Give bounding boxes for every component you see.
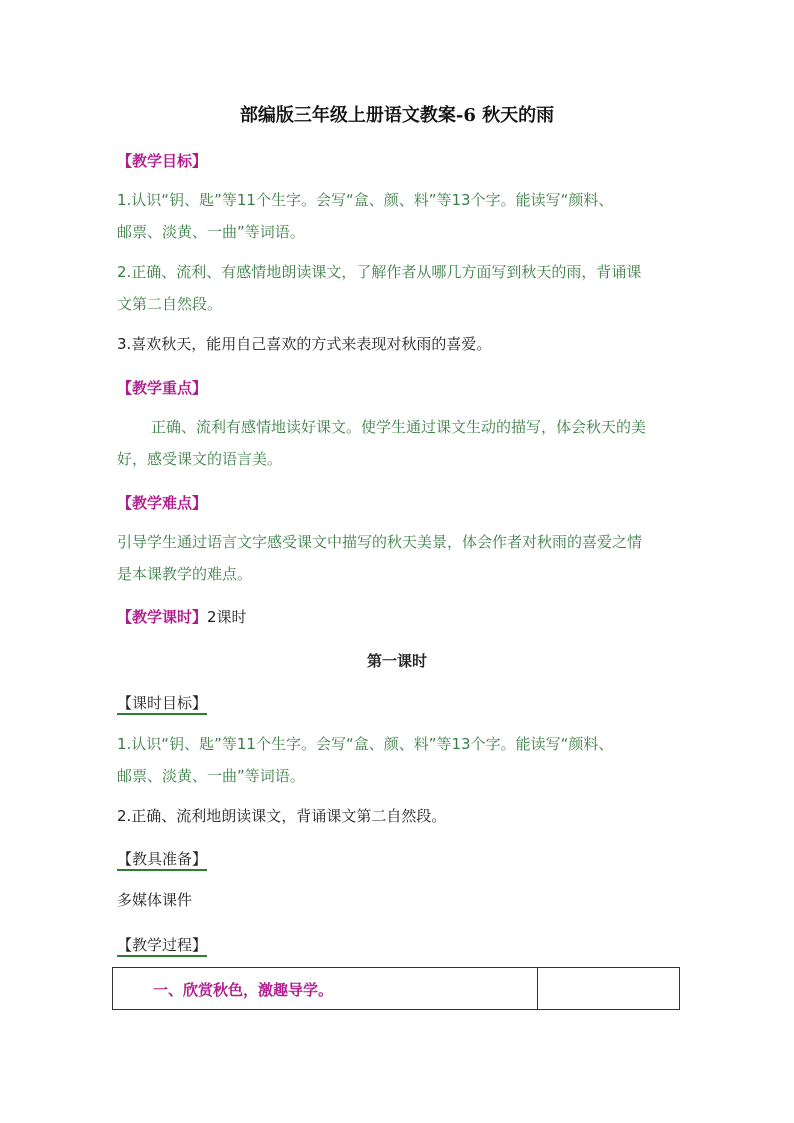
lesson-target-item-1-line-a: 1.认识“钥、匙”等11个生字。会写“盒、颜、料”等13个字。能读写“颜料、	[117, 735, 614, 753]
difficulty-content-line-b: 是本课教学的难点。	[117, 565, 253, 583]
process-heading	[117, 934, 207, 955]
goal-item-2	[117, 256, 687, 320]
difficulty-heading: 【教学难点】	[117, 494, 208, 512]
goal-item-3: 3.喜欢秋天，能用自己喜欢的方式来表现对秋雨的喜爱。	[117, 335, 492, 353]
lesson-target-item-2: 2.正确、流利地朗读课文，背诵课文第二自然段。	[117, 807, 447, 825]
goal-heading: 【教学目标】	[117, 152, 208, 170]
hours-heading: 【教学课时】	[117, 608, 208, 626]
page-title: 部编版三年级上册语文教案-6 秋天的雨	[239, 105, 555, 126]
prep-value: 多媒体课件	[117, 891, 193, 909]
key-content	[117, 411, 687, 475]
lesson-target-item-1	[117, 728, 687, 792]
prep-heading	[117, 848, 207, 869]
prep-heading-text: 【教具准备】	[117, 850, 207, 871]
lesson-target-item-1-line-b: 邮票、淡黄、一曲”等词语。	[117, 767, 305, 785]
goal-item-2-line-a: 2.正确、流利、有感情地朗读课文，了解作者从哪几方面写到秋天的雨，背诵课	[117, 263, 642, 281]
process-step-1: 一、欣赏秋色，激趣导学。	[153, 981, 334, 999]
hours-row	[117, 606, 247, 627]
key-content-line-a: 正确、流利有感情地读好课文。使学生通过课文生动的描写，体会秋天的美	[151, 418, 647, 436]
difficulty-content-line-a: 引导学生通过语言文字感受课文中描写的秋天美景，体会作者对秋雨的喜爱之情	[117, 533, 643, 551]
goal-item-1-line-b: 邮票、淡黄、一曲”等词语。	[117, 223, 305, 241]
hours-value: 2课时	[207, 608, 247, 626]
goal-item-1-line-a: 1.认识“钥、匙”等11个生字。会写“盒、颜、料”等13个字。能读写“颜料、	[117, 191, 614, 209]
lesson-1-heading: 第一课时	[366, 652, 427, 670]
table-divider	[537, 968, 538, 1009]
key-content-line-b: 好，感受课文的语言美。	[117, 450, 283, 468]
lesson-target-heading	[117, 692, 207, 713]
process-heading-text: 【教学过程】	[117, 936, 207, 957]
lesson-target-heading-text: 【课时目标】	[117, 694, 207, 715]
difficulty-content	[117, 526, 687, 590]
goal-item-1	[117, 184, 687, 248]
key-heading: 【教学重点】	[117, 379, 208, 397]
process-table	[112, 967, 680, 1010]
goal-item-2-line-b: 文第二自然段。	[117, 295, 223, 313]
